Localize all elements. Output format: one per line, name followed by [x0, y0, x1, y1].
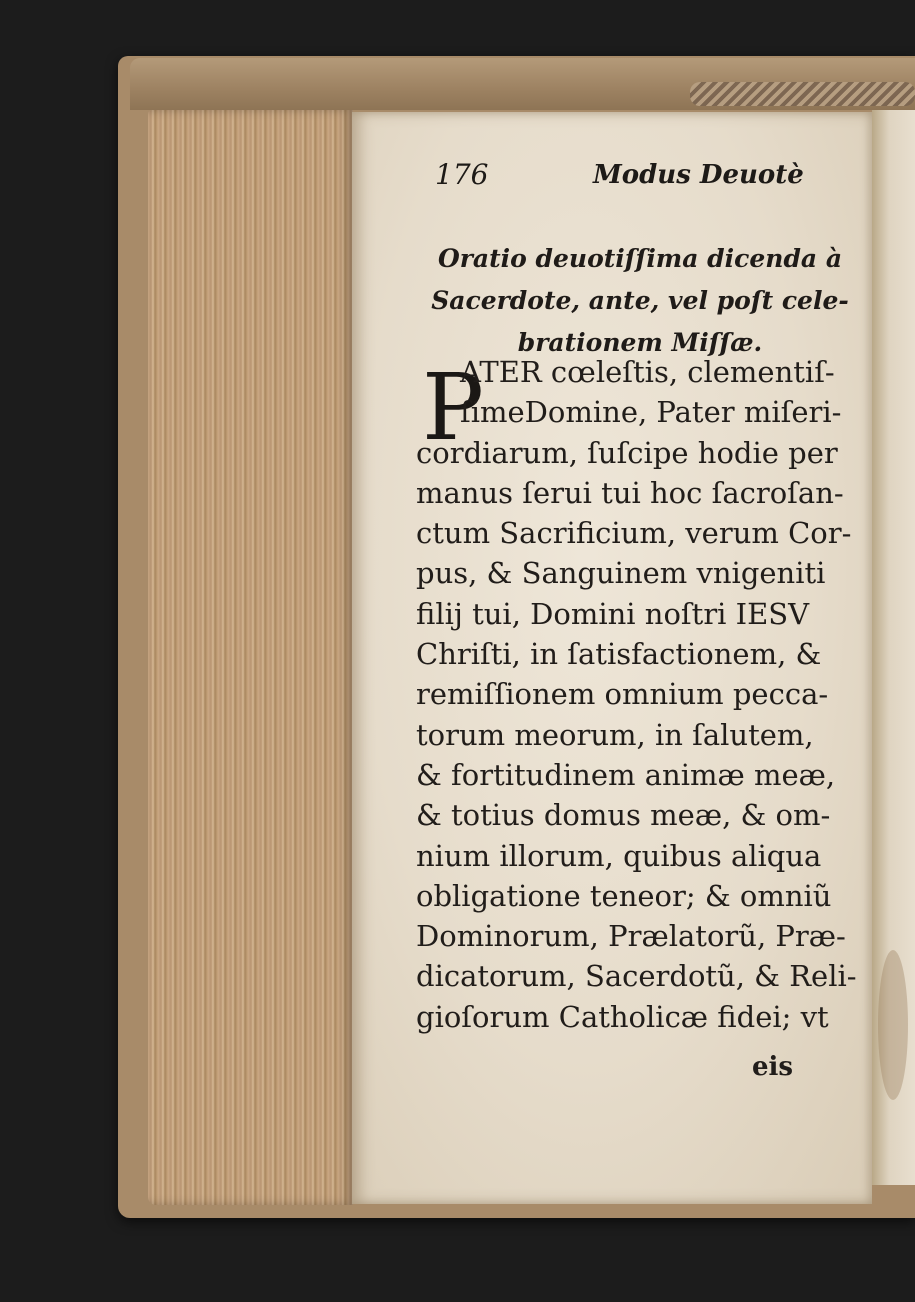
text-line: torum meorum, in ſalutem,: [416, 717, 814, 752]
running-title: Modus Deuotè: [593, 160, 804, 190]
heading-line: Oratio deuotiſſima dicenda à: [437, 244, 843, 273]
text-line: ſimeDomine, Pater miſeri-: [460, 395, 842, 430]
text-line: gioſorum Catholicæ fidei; vt: [416, 999, 829, 1034]
text-line: & totius domus meæ, & om-: [416, 798, 831, 833]
text-line: Chriſti, in ſatisfactionem, &: [416, 637, 822, 672]
drop-cap: P: [422, 354, 484, 461]
body-text: [416, 352, 878, 1037]
fore-edge-pages: [148, 110, 353, 1205]
page-stain: [878, 950, 908, 1100]
text-line: filij tui, Domini noſtri IESV: [416, 596, 810, 631]
text-line: obligatione teneor; & omniũ: [416, 878, 832, 913]
facing-page-edge: [872, 110, 915, 1185]
text-line: manus ſerui tui hoc ſacroſan-: [416, 475, 844, 510]
heading-line: Sacerdote, ante, vel poſt cele-: [431, 286, 849, 315]
prayer-heading: [408, 238, 872, 364]
text-line: ATER cœleſtis, clementiſ-: [460, 355, 835, 389]
text-line: ctum Sacrificium, verum Cor-: [416, 516, 852, 551]
bookmark-cord: [690, 82, 915, 106]
text-line: dicatorum, Sacerdotũ, & Reli-: [416, 959, 857, 994]
text-line: cordiarum, ſuſcipe hodie per: [416, 435, 838, 470]
text-line: Dominorum, Prælatorũ, Præ-: [416, 919, 846, 954]
text-line: & fortitudinem animæ meæ,: [416, 757, 836, 792]
text-line: nium illorum, quibus aliqua: [416, 838, 822, 873]
catchword: eis: [752, 1052, 794, 1082]
text-line: remiſſionem omnium pecca-: [416, 677, 829, 712]
heading-line: brationem Miſſæ.: [517, 328, 763, 357]
text-line: pus, & Sanguinem vnigeniti: [416, 556, 826, 591]
running-head: [435, 158, 825, 198]
page-number: 176: [435, 158, 489, 191]
